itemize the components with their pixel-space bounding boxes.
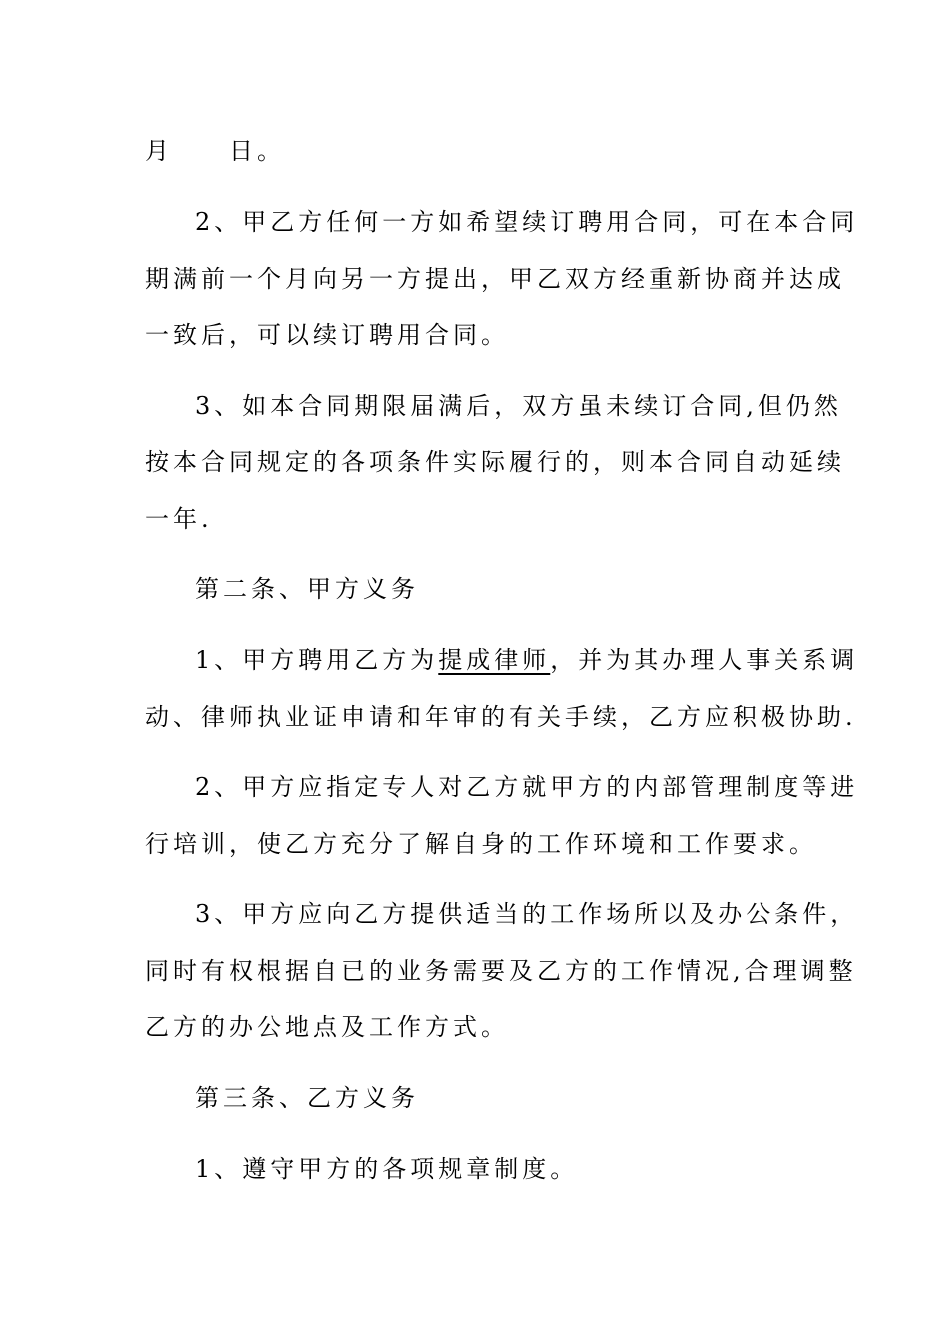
text-segment: 1、甲方聘用乙方为 [195,646,439,674]
text-line: 动、律师执业证申请和年审的有关手续，乙方应积极协助. [145,703,857,731]
text-line: 乙方的办公地点及工作方式。 [145,1013,509,1041]
text-line: 同时有权根据自已的业务需要及乙方的工作情况,合理调整 [145,957,857,985]
text-line: 一致后，可以续订聘用合同。 [145,321,509,349]
text-line: 一年. [145,505,213,533]
text-line: 3、甲方应向乙方提供适当的工作场所以及办公条件， [195,900,859,928]
section-heading: 第二条、甲方义务 [195,575,419,603]
text-line: 2、甲方应指定专人对乙方就甲方的内部管理制度等进 [195,773,859,801]
text-line: 月 日。 [145,137,285,165]
text-line: 2、甲乙方任何一方如希望续订聘用合同，可在本合同 [195,208,859,236]
text-line [195,640,895,680]
section-heading: 第三条、乙方义务 [195,1084,419,1112]
underlined-term: 提成律师 [438,646,551,674]
text-line: 行培训，使乙方充分了解自身的工作环境和工作要求。 [145,830,817,858]
text-segment: ，并为其办理人事关系调 [550,646,859,674]
text-line: 1、遵守甲方的各项规章制度。 [195,1155,579,1183]
text-line: 3、如本合同期限届满后，双方虽未续订合同,但仍然 [195,392,842,420]
text-line: 期满前一个月向另一方提出，甲乙双方经重新协商并达成 [145,265,845,293]
text-line: 按本合同规定的各项条件实际履行的，则本合同自动延续 [145,448,845,476]
